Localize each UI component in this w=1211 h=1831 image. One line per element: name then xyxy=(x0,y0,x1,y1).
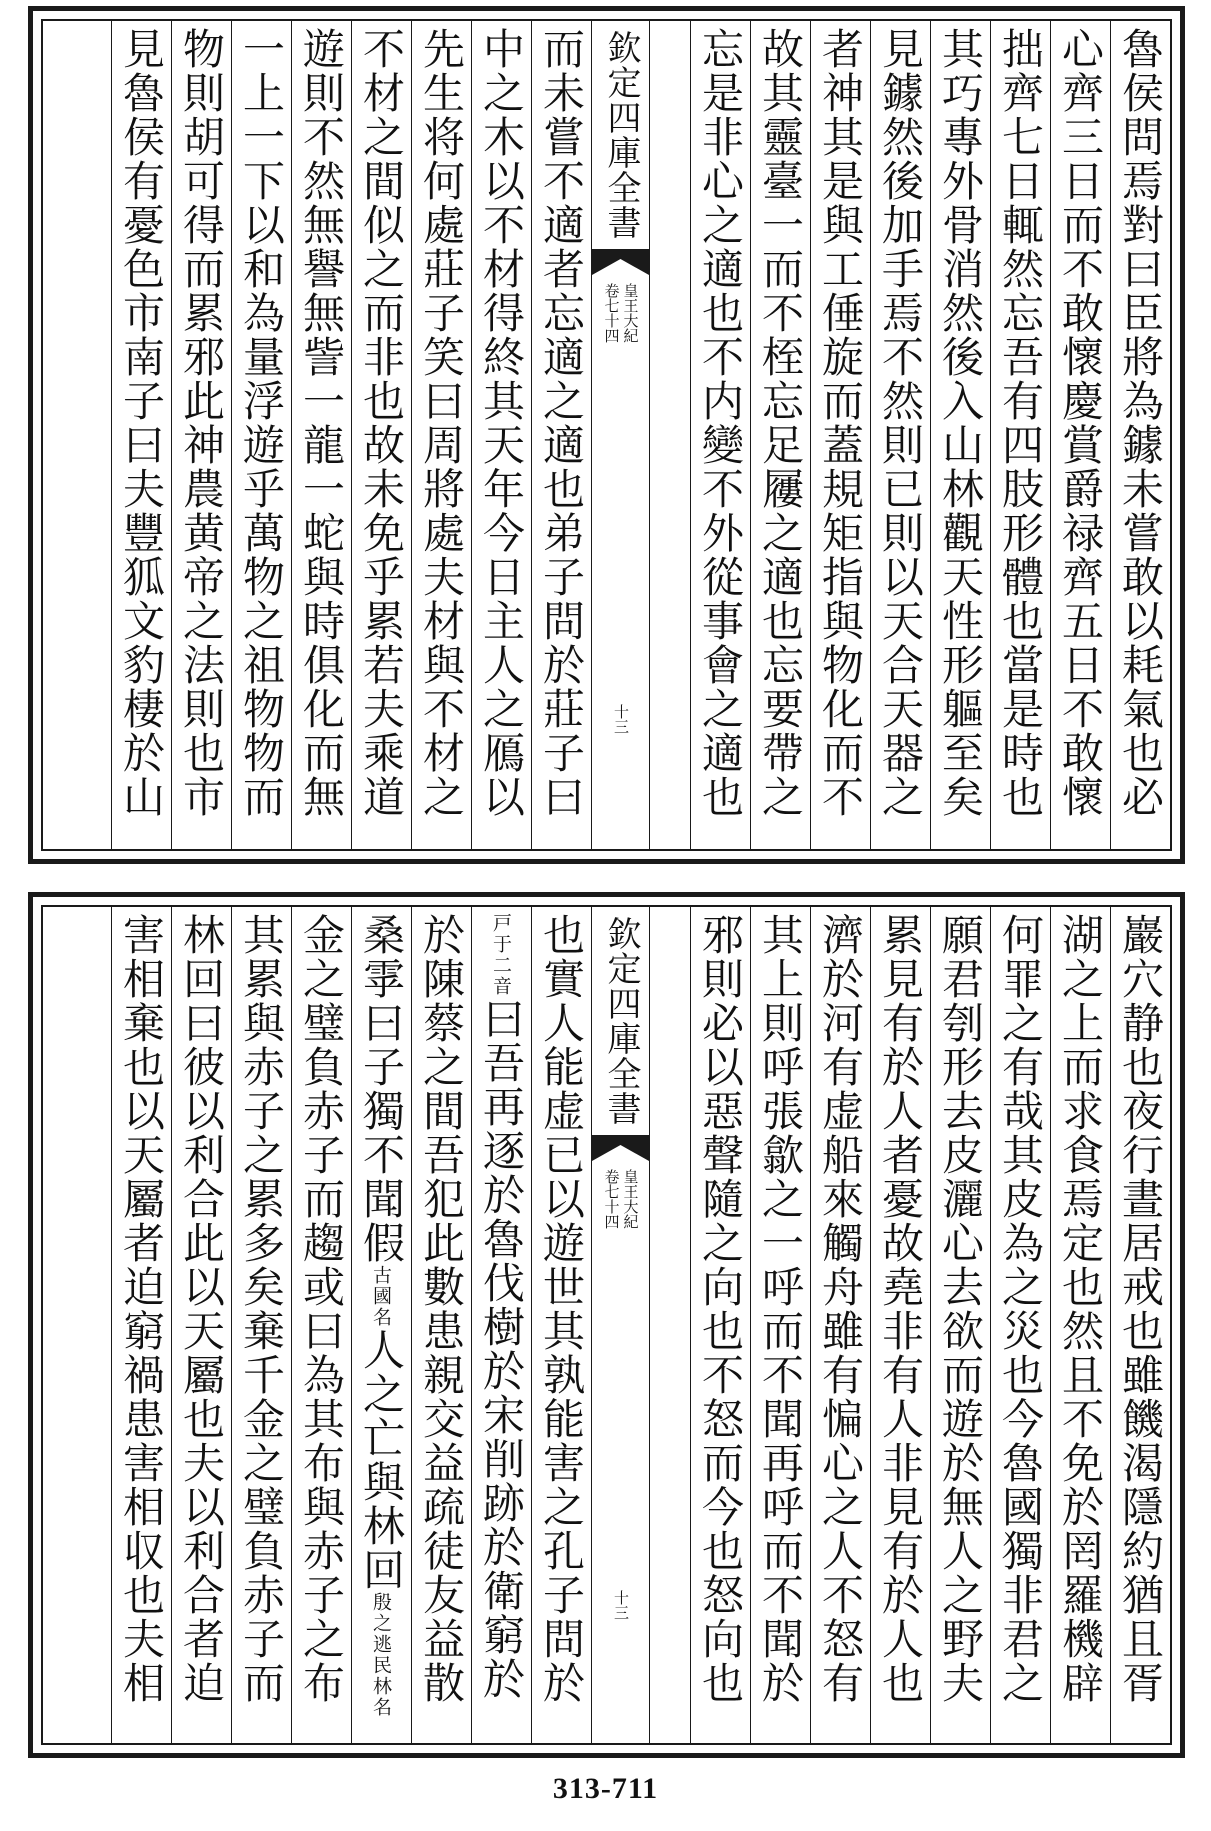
section-title: 皇王大紀 xyxy=(621,1169,640,1229)
text-column: 害相棄也以天屬者迫窮禍患害相収也夫相 xyxy=(111,907,171,1743)
text-column: 林回曰彼以利合此以天屬也夫以利合者迫 xyxy=(171,907,231,1743)
text-column: 願君刳形去皮灑心去欲而遊於無人之野夫 xyxy=(930,907,990,1743)
text-column: 而未嘗不適者忘適之適也弟子問於莊子曰 xyxy=(531,21,591,849)
text-column: 見魯侯有憂色市南子曰夫豐狐文豹棲於山 xyxy=(111,21,171,849)
page-number: 313-711 xyxy=(552,1772,659,1805)
text-column: 物則胡可得而累邪此神農黄帝之法則也市 xyxy=(171,21,231,849)
text-column: 一上一下以和為量浮遊乎萬物之祖物物而 xyxy=(231,21,291,849)
bottom-page-frame xyxy=(41,905,1172,1745)
interlinear-note: 古國名 xyxy=(370,1265,392,1328)
column-text: 桑雽曰子獨不聞假 xyxy=(357,913,406,1265)
text-column: 其上則呼張歙之一呼而不聞再呼而不聞於 xyxy=(750,907,810,1743)
text-column: 於陳蔡之間吾犯此數患親交益疏徒友益散 xyxy=(411,907,471,1743)
text-column: 也實人能虚已以遊世其孰能害之孔子問於 xyxy=(531,907,591,1743)
text-column-with-note xyxy=(471,907,531,1743)
text-column: 拙齊七日輒然忘吾有四肢形體也當是時也 xyxy=(990,21,1050,849)
center-fold xyxy=(591,21,650,849)
text-column: 累見有於人者憂故堯非有人非見有於人也 xyxy=(870,907,930,1743)
section-title: 皇王大紀 xyxy=(621,283,640,343)
text-column: 湖之上而求食焉定也然且不免於罔羅機辟 xyxy=(1050,907,1110,1743)
text-column: 中之木以不材得終其天年今日主人之鴈以 xyxy=(471,21,531,849)
text-column: 遊則不然無譽無訾一龍一蛇與時俱化而無 xyxy=(291,21,351,849)
text-column: 先生将何處莊子笑曰周將處夫材與不材之 xyxy=(411,21,471,849)
top-page-panel xyxy=(28,6,1185,864)
section-label xyxy=(592,283,649,393)
text-column-with-notes xyxy=(351,907,411,1743)
volume-label: 卷七十四 xyxy=(602,1169,621,1229)
top-left-half xyxy=(43,21,591,849)
book-title: 欽定四庫全書 xyxy=(601,916,641,1126)
volume-label: 卷七十四 xyxy=(602,283,621,343)
folio-number: 十三 xyxy=(612,1590,630,1620)
text-column: 其巧專外骨消然後入山林觀天性形軀至矣 xyxy=(930,21,990,849)
fish-tail-mark-icon xyxy=(592,1135,649,1161)
bottom-right-half xyxy=(622,907,1170,1743)
text-column: 金之璧負赤子而趨或曰為其布與赤子之布 xyxy=(291,907,351,1743)
column-text: 人之亡與林回 xyxy=(357,1328,406,1592)
text-column: 見鐻然後加手焉不然則已則以天合天器之 xyxy=(870,21,930,849)
folio-number: 十三 xyxy=(612,704,630,734)
text-column: 者神其是與工倕旋而蓋規矩指與物化而不 xyxy=(810,21,870,849)
text-column: 故其靈臺一而不桎忘足屨之適也忘要帶之 xyxy=(750,21,810,849)
top-right-half xyxy=(622,21,1170,849)
bottom-page-panel xyxy=(28,892,1185,1758)
top-page-frame xyxy=(41,19,1172,851)
interlinear-note: 戸于二音 xyxy=(490,913,512,997)
text-column: 其累與赤子之累多矣棄千金之璧負赤子而 xyxy=(231,907,291,1743)
text-column: 巖穴静也夜行晝居戒也雖饑渴隱約猶且胥 xyxy=(1110,907,1170,1743)
fish-tail-mark-icon xyxy=(592,249,649,275)
text-column: 魯侯問焉對曰臣將為鐻未嘗敢以耗氣也必 xyxy=(1110,21,1170,849)
section-label xyxy=(592,1169,649,1279)
book-title: 欽定四庫全書 xyxy=(601,30,641,240)
center-fold xyxy=(591,907,650,1743)
text-column: 心齊三日而不敢懷慶賞爵禄齊五日不敢懷 xyxy=(1050,21,1110,849)
column-text: 曰吾再逐於魯伐樹於宋削跡於衛窮於 xyxy=(477,997,526,1701)
text-column: 濟於河有虚船來觸舟雖有惼心之人不怒有 xyxy=(810,907,870,1743)
bottom-left-half xyxy=(43,907,591,1743)
text-column: 何罪之有哉其皮為之災也今魯國獨非君之 xyxy=(990,907,1050,1743)
interlinear-note: 殷之逃民林名 xyxy=(370,1592,392,1718)
text-column: 不材之間似之而非也故未免乎累若夫乘道 xyxy=(351,21,411,849)
text-column: 邪則必以惡聲隨之向也不怒而今也怒向也 xyxy=(690,907,750,1743)
text-column: 忘是非心之適也不内變不外從事會之適也 xyxy=(690,21,750,849)
